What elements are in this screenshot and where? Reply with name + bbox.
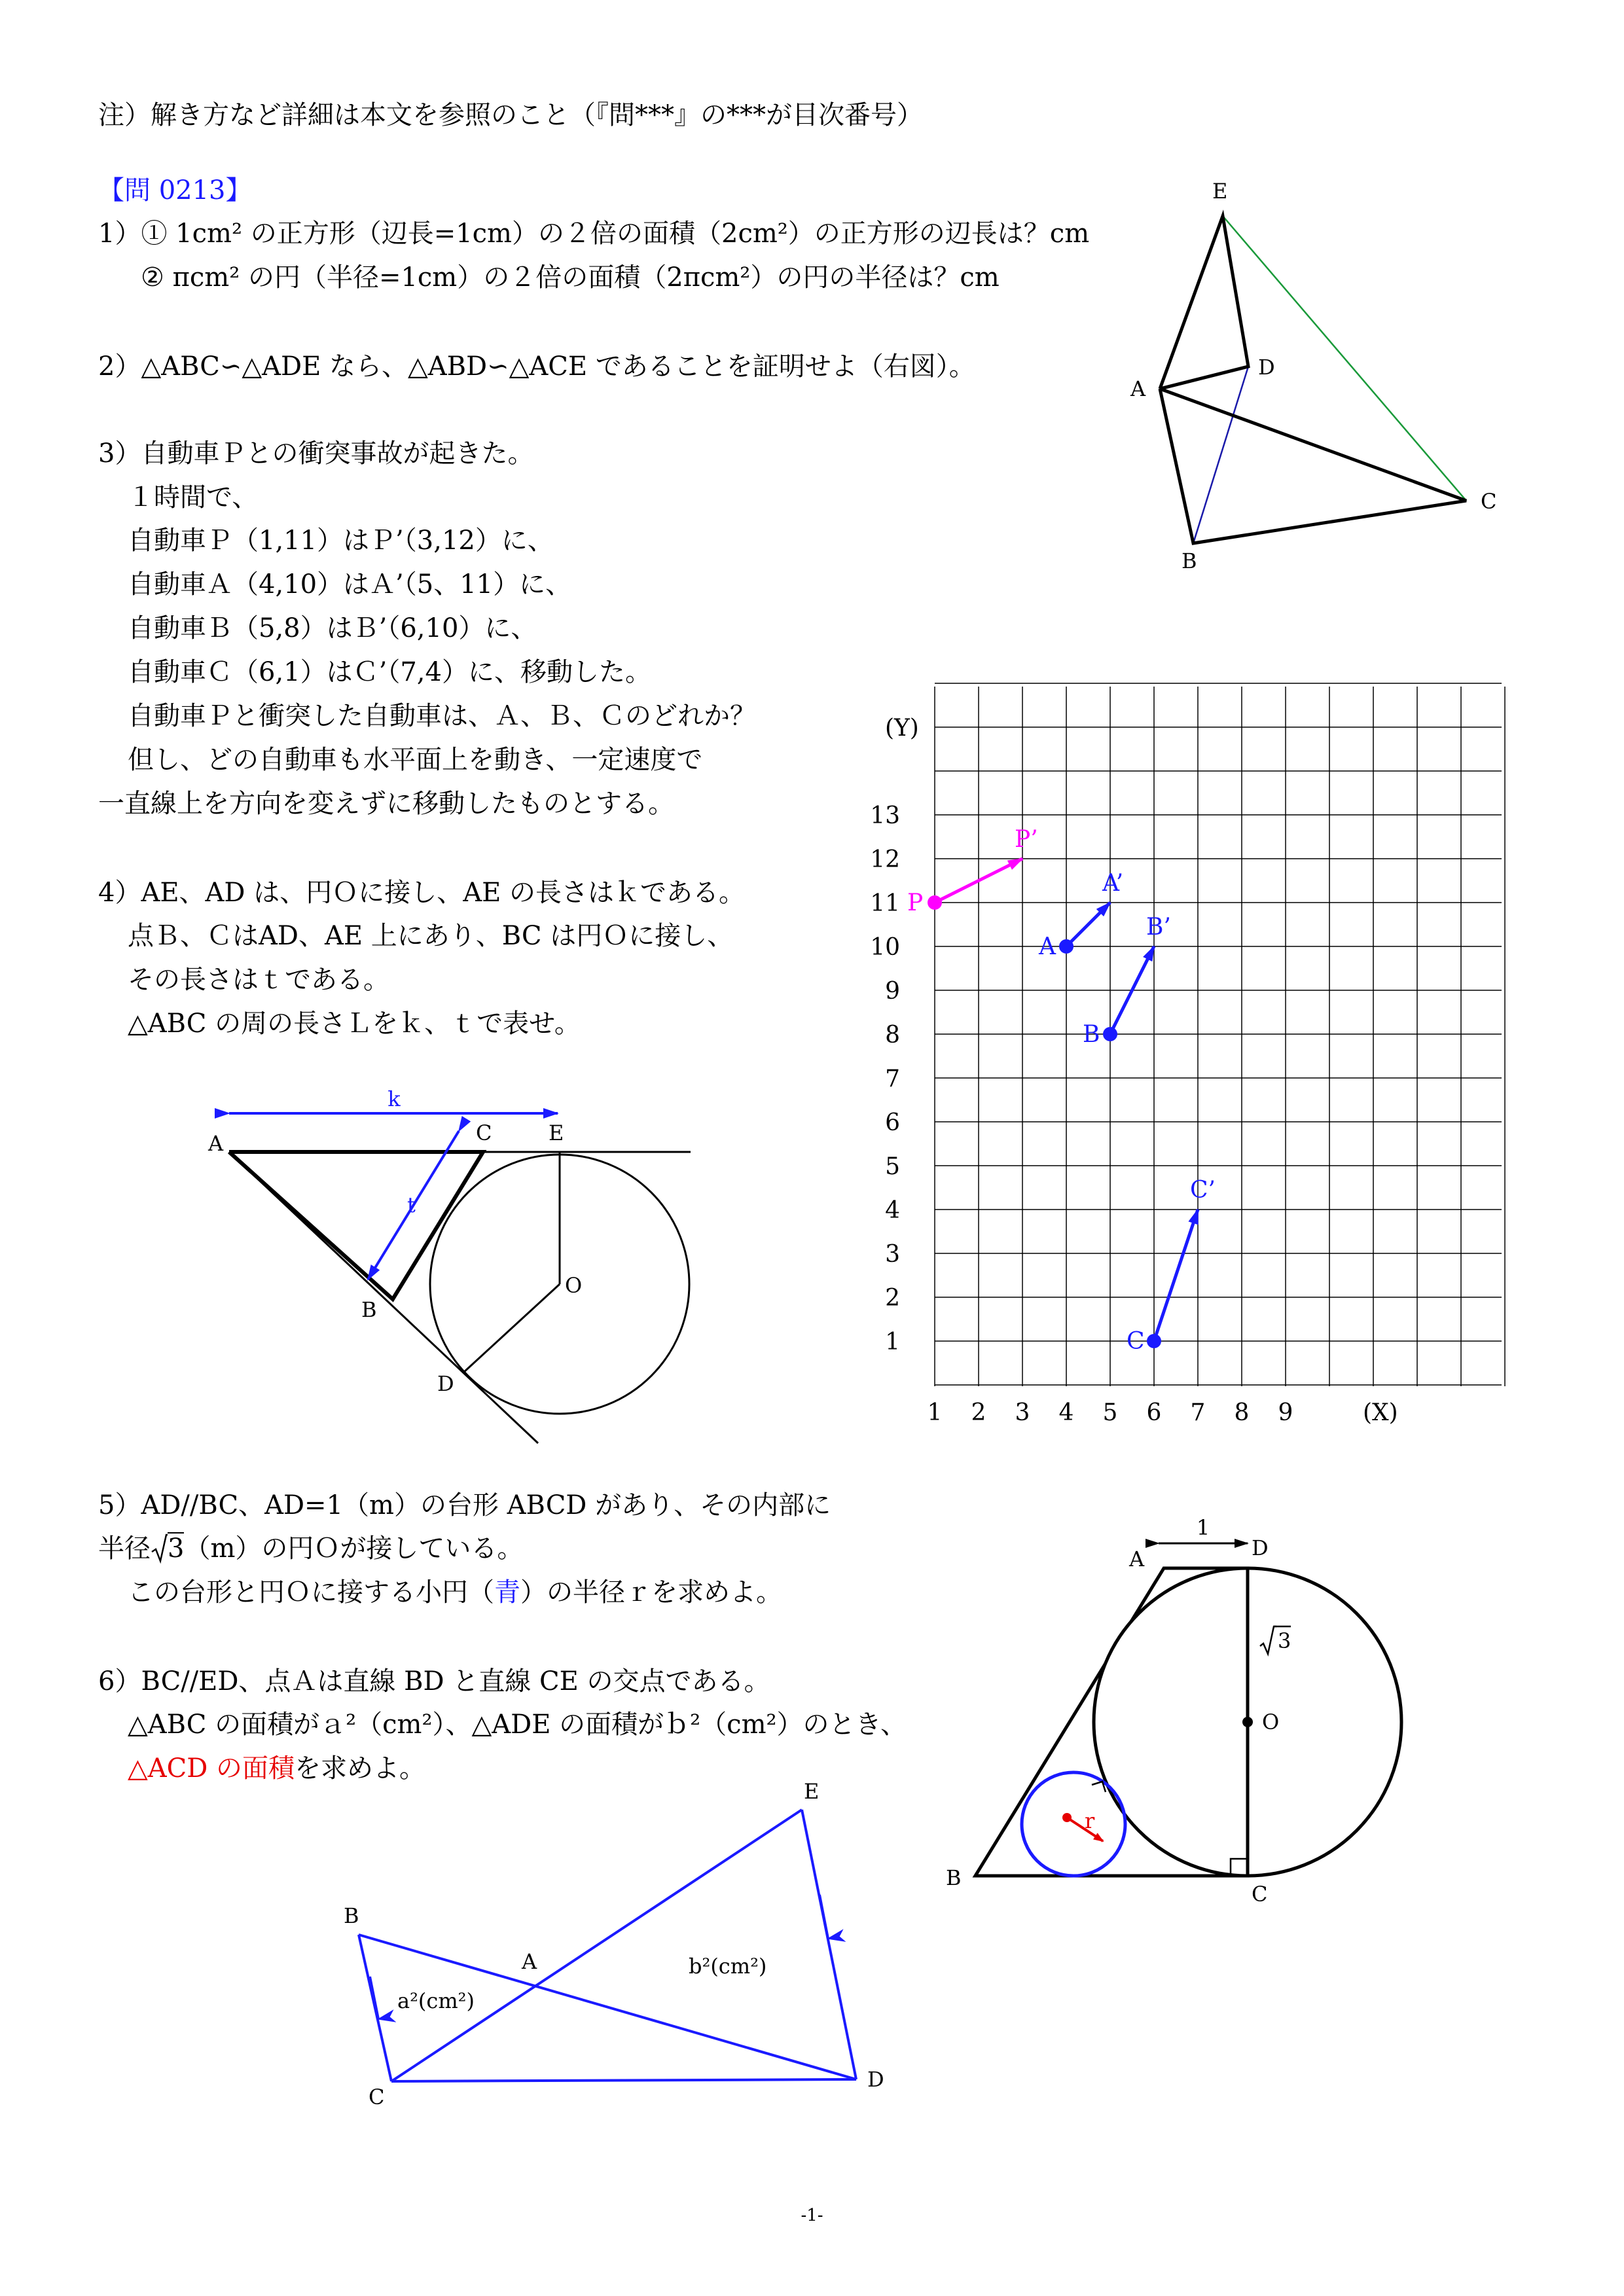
x-tick-label: 7 [1190, 1399, 1206, 1426]
q3-line: 但し、どの自動車も水平面上を動き、一定速度で [128, 745, 703, 775]
q5-line3-pre: この台形と円Ｏに接する小円（ [128, 1577, 494, 1607]
car-c-prime-label: C’ [1190, 1177, 1216, 1204]
q4-line: 点Ｂ、ＣはAD、AE 上にあり、BC は円Ｏに接し、 [128, 921, 734, 951]
y-tick-label: 12 [870, 846, 900, 873]
root3-label: 3 [1278, 1628, 1291, 1653]
label-a: A [522, 1949, 537, 1974]
y-tick-label: 9 [885, 978, 900, 1005]
label-d: D [1258, 355, 1275, 380]
problem-id: 【問 0213】 [98, 175, 252, 206]
q3-line: １時間で、 [128, 482, 259, 512]
page-number: -1- [801, 2206, 823, 2225]
label-d: D [867, 2067, 884, 2092]
segment-cd [391, 2079, 856, 2081]
one-label: 1 [1196, 1515, 1210, 1540]
car-a-prime-label: A’ [1102, 870, 1124, 897]
q6-line2: △ABC の面積がａ²（cm²）、△ADE の面積がｂ²（cm²）のとき、 [128, 1710, 907, 1740]
y-tick-label: 1 [885, 1329, 900, 1355]
y-axis-label: (Y) [885, 715, 919, 742]
q4-line: その長さはｔである。 [128, 965, 389, 995]
label-d: D [437, 1371, 454, 1396]
y-tick-label: 2 [885, 1285, 900, 1312]
q6-red-phrase: △ACD の面積 [128, 1753, 295, 1784]
y-tick-label: 7 [885, 1066, 900, 1092]
x-tick-label: 6 [1146, 1399, 1162, 1426]
car-p-prime-label: P’ [1015, 826, 1038, 853]
x-tick-label: 9 [1278, 1399, 1293, 1426]
label-b: B [361, 1297, 377, 1322]
label-o: O [565, 1273, 583, 1298]
arrow-bc-mark [370, 1977, 378, 2019]
label-a: A [1130, 376, 1146, 401]
q3-line: 自動車Ｐと衝突した自動車は、Ａ、Ｂ、Ｃのどれか？ [128, 701, 756, 731]
q2-text: 2）△ABC∽△ADE なら、△ABD∽△ACE であることを証明せよ（右図）。 [98, 351, 975, 382]
area-a2: a²(cm²) [397, 1988, 475, 2013]
label-e: E [549, 1121, 564, 1145]
x-tick-label: 5 [1102, 1399, 1118, 1426]
label-b: B [1182, 548, 1197, 573]
q6-line1: 6）BC//ED、点Ａは直線 BD と直線 CE の交点である。 [98, 1666, 770, 1696]
q6-line3-post: を求めよ。 [295, 1753, 426, 1784]
q1-line1: 1）① 1cm² の正方形（辺長=1cm）の２倍の面積（2cm²）の正方形の辺長は？cm [98, 219, 1090, 249]
x-tick-label: 2 [971, 1399, 986, 1426]
car-a-label: A [1039, 933, 1056, 960]
y-tick-label: 6 [885, 1109, 900, 1136]
label-c: C [476, 1121, 492, 1145]
car-p-label: P [907, 889, 924, 916]
x-tick-label: 4 [1058, 1399, 1074, 1426]
q5-line1: 5）AD//BC、AD=1（m）の台形 ABCD があり、その内部に [98, 1490, 831, 1520]
y-tick-label: 4 [885, 1197, 900, 1224]
k-label: k [388, 1086, 401, 1111]
y-tick-label: 10 [870, 934, 900, 961]
q4-line: 4）AE、AD は、円Ｏに接し、AE の長さはｋである。 [98, 878, 746, 908]
label-e: E [804, 1779, 820, 1804]
x-tick-label: 3 [1015, 1399, 1030, 1426]
q5-blue-word: 青 [494, 1577, 520, 1607]
q5-line2-post: （m）の円Ｏが接している。 [184, 1534, 524, 1564]
label-o: O [1262, 1710, 1280, 1734]
q3-line: 3）自動車Ｐとの衝突事故が起きた。 [98, 439, 534, 469]
car-b-label: B [1083, 1021, 1100, 1048]
car-b-prime-label: B’ [1146, 914, 1171, 941]
label-c: C [369, 2085, 385, 2109]
y-tick-label: 13 [870, 802, 900, 829]
label-a: A [1129, 1547, 1145, 1571]
t-label: t [407, 1193, 416, 1217]
segment-ed [802, 1810, 856, 2079]
q1-line2: ② πcm² の円（半径=1cm）の２倍の面積（2πcm²）の円の半径は？cm [141, 262, 1000, 293]
y-tick-label: 5 [885, 1153, 900, 1180]
q3-line: 一直線上を方向を変えずに移動したものとする。 [98, 789, 674, 819]
label-c: C [1252, 1882, 1268, 1907]
label-c: C [1481, 489, 1497, 514]
car-c-label: C [1127, 1328, 1145, 1355]
label-d: D [1252, 1535, 1269, 1560]
line-ce [391, 1810, 802, 2081]
y-tick-label: 8 [885, 1022, 900, 1049]
area-b2: b²(cm²) [689, 1954, 767, 1979]
label-b: B [344, 1903, 359, 1928]
q5-line2-pre: 半径 [98, 1534, 151, 1564]
note-line: 注）解き方など詳細は本文を参照のこと（『問***』の***が目次番号） [98, 100, 923, 130]
arrow-ed-mark [820, 1895, 828, 1939]
q3-line: 自動車Ａ（4,10）はＡ’（5、11）に、 [128, 569, 572, 600]
label-e: E [1212, 179, 1228, 204]
label-a: A [208, 1131, 224, 1156]
r-label: r [1085, 1808, 1095, 1833]
q3-line: 自動車Ｂ（5,8）はＢ’（6,10）に、 [128, 613, 537, 643]
q5-line3-post: ）の半径ｒを求めよ。 [520, 1577, 782, 1607]
q3-line: 自動車Ｐ（1,11）はＰ’（3,12）に、 [128, 526, 554, 556]
q5-root-value: 3 [168, 1534, 185, 1564]
x-tick-label: 1 [927, 1399, 943, 1426]
q3-line: 自動車Ｃ（6,1）はＣ’（7,4）に、移動した。 [128, 657, 651, 687]
y-tick-label: 11 [870, 890, 900, 917]
y-tick-label: 3 [885, 1241, 900, 1268]
q4-line: △ABC の周の長さＬをｋ、ｔで表せ。 [128, 1009, 581, 1039]
x-axis-label: (X) [1363, 1399, 1398, 1426]
label-b: B [946, 1865, 962, 1890]
x-tick-label: 8 [1234, 1399, 1250, 1426]
